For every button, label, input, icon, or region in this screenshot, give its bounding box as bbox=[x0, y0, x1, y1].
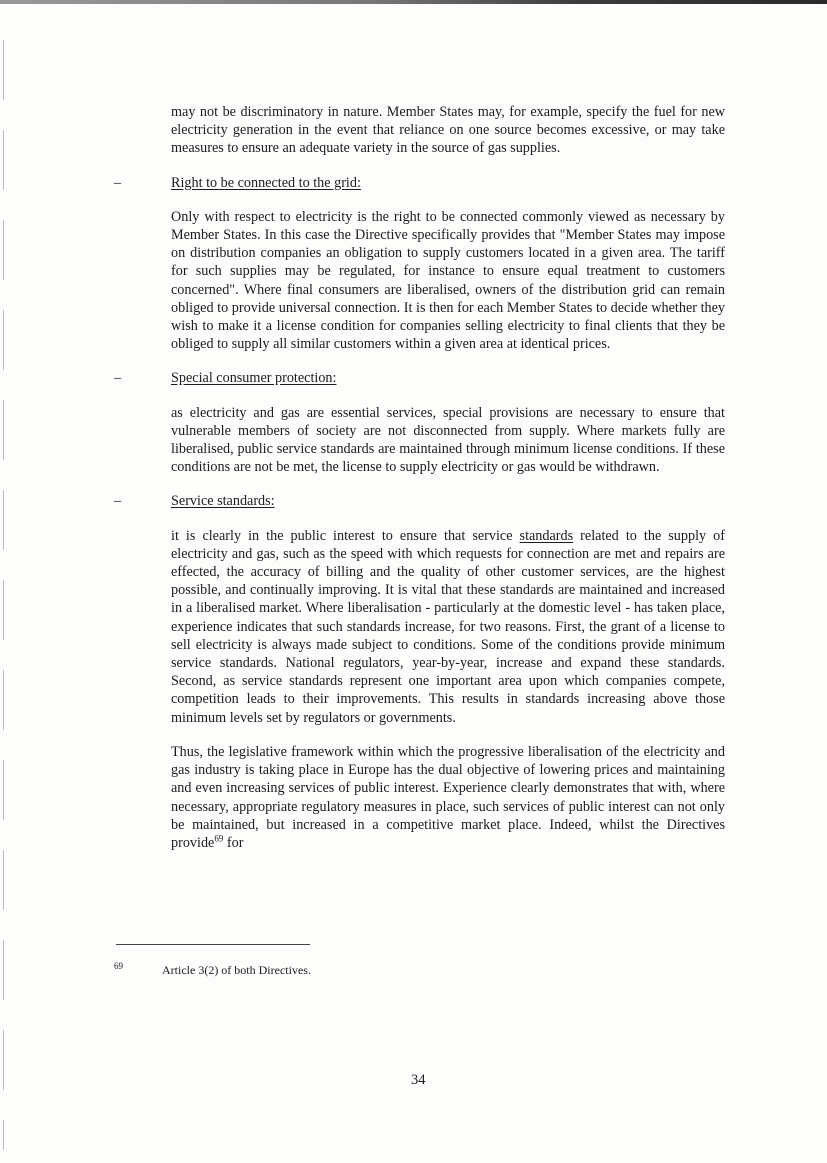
concluding-paragraph bbox=[171, 743, 725, 852]
text-run: Thus, the legislative framework within which the progressive liberalisation of the electricity and gas industry is taking place in Europe has the dual objective of lowering prices and maintaining and even increasing services of public interest. Experience clearly demonstrates that with, where necessary, appropriate regulatory measures in place, such services of public interest can not only be maintained, but increased in a competitive market place. Indeed, whilst the Directives provide bbox=[171, 743, 725, 851]
dash-bullet: – bbox=[114, 174, 122, 191]
footnote-divider bbox=[116, 944, 310, 945]
heading-text: Right to be connected to the grid: bbox=[171, 174, 361, 191]
page-number: 34 bbox=[411, 1072, 426, 1088]
dash-bullet: – bbox=[114, 493, 122, 510]
paragraph-consumer-protection: as electricity and gas are essential services, special provisions are necessary to ensure that vulnerable members of society are not disconnected from supply. Where markets fully are liberalised, public service standards are maintained through minimum license conditions. If these conditions are not be met, the license to supply electricity or gas would be withdrawn. bbox=[171, 404, 725, 476]
footnote-text: Article 3(2) of both Directives. bbox=[162, 963, 311, 977]
text-run: for bbox=[223, 834, 244, 851]
scan-left-edge bbox=[3, 40, 4, 1150]
heading-text: Service standards: bbox=[171, 493, 275, 510]
section-heading-service-standards bbox=[114, 492, 725, 510]
text-run: it is clearly in the public interest to ensure that service bbox=[171, 527, 520, 544]
section-heading-consumer-protection bbox=[114, 369, 725, 387]
intro-paragraph: may not be discriminatory in nature. Member States may, for example, specify the fuel for new electricity generation in the event that reliance on one source becomes excessive, or may take measures to ensure an adequate variety in the source of gas supplies. bbox=[171, 104, 725, 157]
dash-bullet: – bbox=[114, 370, 122, 387]
footnote-number: 69 bbox=[114, 961, 123, 971]
section-heading-grid-connection bbox=[114, 174, 725, 192]
scan-top-edge bbox=[0, 0, 827, 4]
paragraph-service-standards bbox=[171, 527, 725, 727]
page-body bbox=[114, 103, 725, 852]
paragraph-grid-connection: Only with respect to electricity is the right to be connected commonly viewed as necessary by Member States. In this case the Directive specifically provides that "Member States may impose on distribution companies an obligation to supply customers located in a given area. The tariff for such supplies may be regulated, for instance to ensure equal treatment to customers concerned". Where final consumers are liberalised, owners of the distribution grid can remain obliged to provide universal connection. It is then for each Member States to decide whether they wish to make it a license condition for companies selling electricity to final clients that they be obliged to supply all similar customers within a given area at identical prices. bbox=[171, 208, 725, 353]
text-run: related to the supply of electricity and gas, such as the speed with which requests for connection are met and repairs are effected, the accuracy of billing and the quality of other customer services, are the highest possible, and continually improving. It is vital that these standards are maintained and increased in a liberalised market. Where liberalisation - particularly at the domestic level - has taken place, experience indicates that such standards increase, for two reasons. First, the grant of a license to sell electricity is always made subject to conditions. Some of the conditions provide minimum service standards. National regulators, year-by-year, increase and expand these standards. Second, as service standards represent one important area upon which companies compete, competition leads to their improvements. This results in standards increasing above those minimum levels set by regulators or governments. bbox=[171, 527, 725, 726]
footnote-reference: 69 bbox=[214, 833, 224, 844]
heading-text: Special consumer protection: bbox=[171, 370, 337, 387]
underlined-word: standards bbox=[519, 527, 574, 544]
